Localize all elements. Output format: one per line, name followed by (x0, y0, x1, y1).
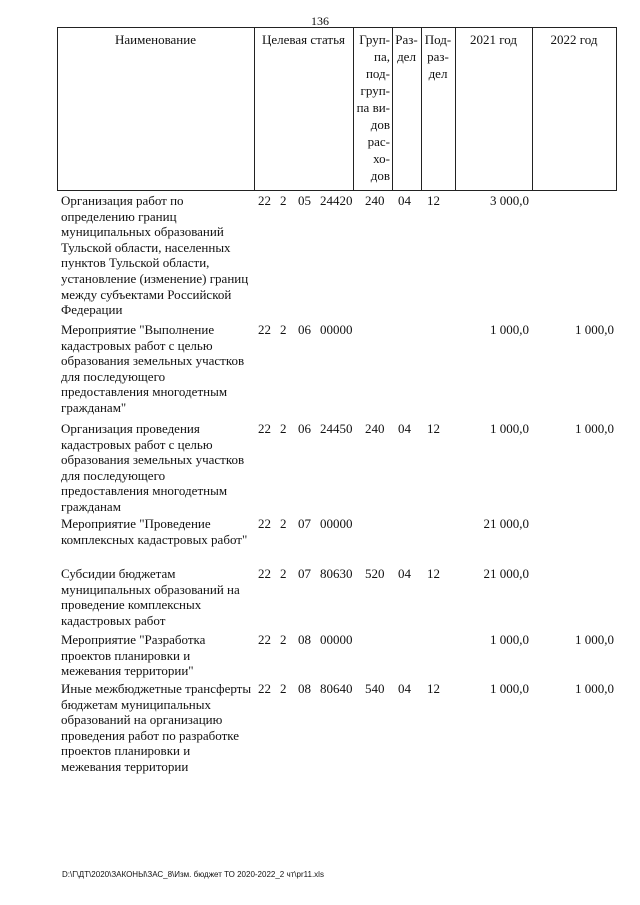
code-d: 24450 (320, 421, 353, 436)
code-c: 08 (298, 681, 311, 696)
header-target: Целевая статья (261, 32, 345, 47)
value-2021: 21 000,0 (483, 516, 529, 531)
code-c: 07 (298, 516, 311, 531)
code-a: 22 (258, 681, 271, 696)
row-name: Мероприятие "Разработка проектов планировки и межевания территории" (61, 632, 206, 679)
code-c: 06 (298, 421, 311, 436)
code-b: 2 (280, 681, 287, 696)
code-b: 2 (280, 322, 287, 337)
page-number: 136 (311, 14, 329, 28)
section-code: 04 (398, 193, 411, 208)
code-a: 22 (258, 632, 271, 647)
code-b: 2 (280, 566, 287, 581)
code-b: 2 (280, 632, 287, 647)
header-group: Груп- па, под- груп- па ви- дов рас- хо- дов (356, 32, 390, 183)
value-2022: 1 000,0 (575, 322, 614, 337)
header-name: Наименование (115, 32, 196, 47)
value-2021: 21 000,0 (483, 566, 529, 581)
section-code: 04 (398, 421, 411, 436)
code-d: 00000 (320, 322, 353, 337)
code-a: 22 (258, 193, 271, 208)
value-2021: 1 000,0 (490, 632, 529, 647)
code-b: 2 (280, 193, 287, 208)
code-a: 22 (258, 516, 271, 531)
code-a: 22 (258, 421, 271, 436)
group-code: 240 (365, 193, 385, 208)
value-2021: 1 000,0 (490, 681, 529, 696)
subsection-code: 12 (427, 193, 440, 208)
row-name: Субсидии бюджетам муниципальных образований на проведение комплексных кадастровых работ (61, 566, 240, 628)
value-2021: 1 000,0 (490, 421, 529, 436)
code-a: 22 (258, 566, 271, 581)
code-c: 08 (298, 632, 311, 647)
code-d: 00000 (320, 632, 353, 647)
code-b: 2 (280, 421, 287, 436)
group-code: 240 (365, 421, 385, 436)
value-2021: 1 000,0 (490, 322, 529, 337)
header-subsection: Под- раз- дел (424, 32, 452, 81)
group-code: 540 (365, 681, 385, 696)
code-b: 2 (280, 516, 287, 531)
row-name: Мероприятие "Проведение комплексных кадастровых работ" (61, 516, 248, 547)
row-name: Организация работ по определению границ муниципальных образований Тульской области, населенных пунктов Тульской области, установление (изменение) границ между субъектами Российской Федерации (61, 193, 249, 318)
code-a: 22 (258, 322, 271, 337)
section-code: 04 (398, 566, 411, 581)
row-name: Иные межбюджетные трансферты бюджетам муниципальных образований на организацию проведения работ по разработке проектов планировки и межевания территории (61, 681, 252, 774)
subsection-code: 12 (427, 566, 440, 581)
header-2022: 2022 год (550, 32, 598, 47)
header-bottom-border (57, 190, 617, 191)
subsection-code: 12 (427, 421, 440, 436)
value-2022: 1 000,0 (575, 421, 614, 436)
table-header (57, 27, 617, 191)
value-2022: 1 000,0 (575, 681, 614, 696)
header-top-border (57, 27, 617, 28)
code-d: 00000 (320, 516, 353, 531)
code-c: 06 (298, 322, 311, 337)
code-c: 07 (298, 566, 311, 581)
code-d: 24420 (320, 193, 353, 208)
header-2021: 2021 год (470, 32, 517, 47)
row-name: Организация проведения кадастровых работ с целью образования земельных участков для последующего предоставления многодетным гражданам (61, 421, 245, 514)
code-d: 80630 (320, 566, 353, 581)
value-2021: 3 000,0 (490, 193, 529, 208)
code-c: 05 (298, 193, 311, 208)
group-code: 520 (365, 566, 385, 581)
row-name: Мероприятие "Выполнение кадастровых работ с целью образования земельных участков для последующего предоставления многодетным гражданам" (61, 322, 245, 415)
code-d: 80640 (320, 681, 353, 696)
section-code: 04 (398, 681, 411, 696)
file-path-footer: D:\Г\ДТ\2020\ЗАКОНЫ\ЗАС_8\Изм. бюджет ТО 2020-2022_2 чт\pr11.xls (62, 870, 324, 879)
value-2022: 1 000,0 (575, 632, 614, 647)
header-section: Раз- дел (395, 32, 418, 64)
subsection-code: 12 (427, 681, 440, 696)
